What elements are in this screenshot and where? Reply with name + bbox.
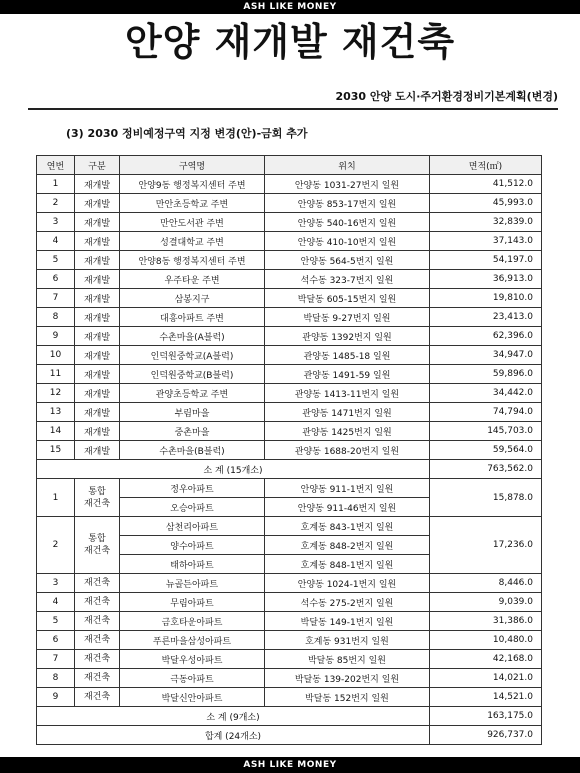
cell-type: 통합 재건축 xyxy=(75,479,120,517)
cell-location: 박달동 152번지 일원 xyxy=(265,688,430,707)
cell-location: 석수동 275-2번지 일원 xyxy=(265,593,430,612)
cell-location: 석수동 323-7번지 일원 xyxy=(265,270,430,289)
cell-area: 17,236.0 xyxy=(430,517,542,574)
cell-area: 34,442.0 xyxy=(430,384,542,403)
cell-area: 23,413.0 xyxy=(430,308,542,327)
total-label: 합계 (24개소) xyxy=(37,726,430,745)
cell-name: 금호타운아파트 xyxy=(120,612,265,631)
cell-type: 재개발 xyxy=(75,270,120,289)
cell-area: 8,446.0 xyxy=(430,574,542,593)
cell-name: 성결대학교 주변 xyxy=(120,232,265,251)
cell-area: 32,839.0 xyxy=(430,213,542,232)
cell-area: 74,794.0 xyxy=(430,403,542,422)
header-area: 면적(㎡) xyxy=(430,156,542,175)
cell-no: 15 xyxy=(37,441,75,460)
cell-location: 안양동 540-16번지 일원 xyxy=(265,213,430,232)
table-row xyxy=(37,346,542,365)
cell-type: 재건축 xyxy=(75,631,120,650)
cell-no: 9 xyxy=(37,327,75,346)
cell-name: 삼봉지구 xyxy=(120,289,265,308)
table-row xyxy=(37,688,542,707)
cell-name: 인덕원중학교(A블럭) xyxy=(120,346,265,365)
table-row xyxy=(37,612,542,631)
cell-type: 재개발 xyxy=(75,289,120,308)
section-title: (3) 2030 정비예정구역 지정 변경(안)-금회 추가 xyxy=(66,127,308,140)
cell-location: 안양동 1031-27번지 일원 xyxy=(265,175,430,194)
cell-location: 관양동 1425번지 일원 xyxy=(265,422,430,441)
cell-location: 관양동 1392번지 일원 xyxy=(265,327,430,346)
cell-no: 2 xyxy=(37,194,75,213)
cell-type: 재개발 xyxy=(75,441,120,460)
cell-type: 재개발 xyxy=(75,308,120,327)
cell-name: 만안초등학교 주변 xyxy=(120,194,265,213)
total-area: 926,737.0 xyxy=(430,726,542,745)
cell-type: 재건축 xyxy=(75,669,120,688)
cell-type: 재개발 xyxy=(75,384,120,403)
cell-name: 극동아파트 xyxy=(120,669,265,688)
cell-area: 10,480.0 xyxy=(430,631,542,650)
cell-location: 호계동 931번지 일원 xyxy=(265,631,430,650)
table-row xyxy=(37,422,542,441)
cell-area: 15,878.0 xyxy=(430,479,542,517)
cell-area: 14,021.0 xyxy=(430,669,542,688)
district-table xyxy=(36,155,542,745)
cell-no: 8 xyxy=(37,308,75,327)
subtotal-row xyxy=(37,707,542,726)
cell-no: 14 xyxy=(37,422,75,441)
header-location: 위치 xyxy=(265,156,430,175)
cell-location: 박달동 139-202번지 일원 xyxy=(265,669,430,688)
cell-location: 안양동 410-10번지 일원 xyxy=(265,232,430,251)
cell-location: 관양동 1413-11번지 일원 xyxy=(265,384,430,403)
cell-no: 9 xyxy=(37,688,75,707)
cell-name: 안양8동 행정복지센터 주변 xyxy=(120,251,265,270)
cell-type: 재개발 xyxy=(75,422,120,441)
cell-location: 안양동 564-5번지 일원 xyxy=(265,251,430,270)
cell-name: 뉴골든아파트 xyxy=(120,574,265,593)
subtotal-row xyxy=(37,460,542,479)
cell-no: 10 xyxy=(37,346,75,365)
cell-type: 재개발 xyxy=(75,232,120,251)
cell-name: 삼천리아파트 xyxy=(120,517,265,536)
subtotal-label: 소 계 (15개소) xyxy=(37,460,430,479)
cell-location: 관양동 1491-59 일원 xyxy=(265,365,430,384)
table-row xyxy=(37,270,542,289)
cell-name: 대흥아파트 주변 xyxy=(120,308,265,327)
cell-type: 재개발 xyxy=(75,403,120,422)
cell-type: 재개발 xyxy=(75,365,120,384)
cell-name: 인덕원중학교(B블럭) xyxy=(120,365,265,384)
table-row xyxy=(37,403,542,422)
cell-name: 중촌마을 xyxy=(120,422,265,441)
main-title: 안양 재개발 재건축 xyxy=(124,20,456,64)
cell-type: 재건축 xyxy=(75,612,120,631)
cell-name: 양수아파트 xyxy=(120,536,265,555)
cell-name: 만안도서관 주변 xyxy=(120,213,265,232)
cell-area: 9,039.0 xyxy=(430,593,542,612)
cell-no: 11 xyxy=(37,365,75,384)
table-header-row xyxy=(37,156,542,175)
cell-area: 145,703.0 xyxy=(430,422,542,441)
cell-location: 관양동 1471번지 일원 xyxy=(265,403,430,422)
cell-name: 푸른마을삼성아파트 xyxy=(120,631,265,650)
cell-name: 박달우성아파트 xyxy=(120,650,265,669)
top-banner: ASH LIKE MONEY xyxy=(0,0,580,14)
cell-name: 정우아파트 xyxy=(120,479,265,498)
cell-type: 재개발 xyxy=(75,213,120,232)
cell-location: 호계동 848-1번지 일원 xyxy=(265,555,430,574)
cell-type: 재건축 xyxy=(75,574,120,593)
cell-location: 호계동 843-1번지 일원 xyxy=(265,517,430,536)
cell-area: 14,521.0 xyxy=(430,688,542,707)
cell-no: 6 xyxy=(37,631,75,650)
cell-name: 박달신안아파트 xyxy=(120,688,265,707)
cell-area: 54,197.0 xyxy=(430,251,542,270)
cell-no: 13 xyxy=(37,403,75,422)
cell-area: 42,168.0 xyxy=(430,650,542,669)
cell-no: 5 xyxy=(37,612,75,631)
cell-area: 36,913.0 xyxy=(430,270,542,289)
table-row xyxy=(37,327,542,346)
table-row xyxy=(37,479,542,498)
total-row xyxy=(37,726,542,745)
table-row xyxy=(37,574,542,593)
cell-location: 안양동 1024-1번지 일원 xyxy=(265,574,430,593)
table-row xyxy=(37,308,542,327)
cell-location: 관양동 1688-20번지 일원 xyxy=(265,441,430,460)
table-row xyxy=(37,650,542,669)
cell-area: 45,993.0 xyxy=(430,194,542,213)
cell-area: 62,396.0 xyxy=(430,327,542,346)
cell-type: 재건축 xyxy=(75,688,120,707)
cell-no: 4 xyxy=(37,593,75,612)
cell-name: 오승아파트 xyxy=(120,498,265,517)
cell-type: 통합 재건축 xyxy=(75,517,120,574)
cell-location: 박달동 9-27번지 일원 xyxy=(265,308,430,327)
cell-name: 수촌마을(B블럭) xyxy=(120,441,265,460)
subtotal-label: 소 계 (9개소) xyxy=(37,707,430,726)
cell-area: 59,896.0 xyxy=(430,365,542,384)
cell-location: 박달동 605-15번지 일원 xyxy=(265,289,430,308)
cell-type: 재개발 xyxy=(75,327,120,346)
table-row xyxy=(37,669,542,688)
table-row xyxy=(37,232,542,251)
cell-location: 안양동 911-1번지 일원 xyxy=(265,479,430,498)
cell-no: 3 xyxy=(37,213,75,232)
cell-area: 59,564.0 xyxy=(430,441,542,460)
table-row xyxy=(37,517,542,536)
table-row xyxy=(37,289,542,308)
table-row xyxy=(37,631,542,650)
table-row xyxy=(37,175,542,194)
cell-area: 41,512.0 xyxy=(430,175,542,194)
header-type: 구분 xyxy=(75,156,120,175)
cell-name: 무림아파트 xyxy=(120,593,265,612)
cell-no: 1 xyxy=(37,479,75,517)
cell-area: 37,143.0 xyxy=(430,232,542,251)
table-row xyxy=(37,441,542,460)
cell-no: 3 xyxy=(37,574,75,593)
header-no: 연번 xyxy=(37,156,75,175)
cell-no: 1 xyxy=(37,175,75,194)
document-header: 2030 안양 도시·주거환경정비기본계획(변경) xyxy=(28,86,558,110)
table-row xyxy=(37,593,542,612)
cell-location: 박달동 149-1번지 일원 xyxy=(265,612,430,631)
table-row xyxy=(37,194,542,213)
cell-no: 5 xyxy=(37,251,75,270)
cell-type: 재개발 xyxy=(75,251,120,270)
cell-name: 우주타운 주변 xyxy=(120,270,265,289)
cell-name: 안양9동 행정복지센터 주변 xyxy=(120,175,265,194)
cell-location: 관양동 1485-18 일원 xyxy=(265,346,430,365)
bottom-banner: ASH LIKE MONEY xyxy=(0,757,580,773)
header-name: 구역명 xyxy=(120,156,265,175)
cell-name: 태하아파트 xyxy=(120,555,265,574)
cell-name: 부림마을 xyxy=(120,403,265,422)
cell-name: 관양초등학교 주변 xyxy=(120,384,265,403)
subtotal-area: 163,175.0 xyxy=(430,707,542,726)
cell-no: 4 xyxy=(37,232,75,251)
cell-type: 재개발 xyxy=(75,175,120,194)
table-row xyxy=(37,213,542,232)
cell-no: 2 xyxy=(37,517,75,574)
cell-no: 12 xyxy=(37,384,75,403)
cell-no: 6 xyxy=(37,270,75,289)
cell-location: 호계동 848-2번지 일원 xyxy=(265,536,430,555)
subtotal-area: 763,562.0 xyxy=(430,460,542,479)
cell-type: 재건축 xyxy=(75,593,120,612)
cell-area: 19,810.0 xyxy=(430,289,542,308)
cell-area: 31,386.0 xyxy=(430,612,542,631)
cell-location: 안양동 911-46번지 일원 xyxy=(265,498,430,517)
cell-area: 34,947.0 xyxy=(430,346,542,365)
cell-location: 박달동 85번지 일원 xyxy=(265,650,430,669)
cell-no: 7 xyxy=(37,289,75,308)
cell-name: 수촌마을(A블럭) xyxy=(120,327,265,346)
table-row xyxy=(37,384,542,403)
table-row xyxy=(37,251,542,270)
cell-type: 재건축 xyxy=(75,650,120,669)
cell-type: 재개발 xyxy=(75,346,120,365)
cell-no: 8 xyxy=(37,669,75,688)
table-row xyxy=(37,365,542,384)
cell-no: 7 xyxy=(37,650,75,669)
cell-location: 안양동 853-17번지 일원 xyxy=(265,194,430,213)
cell-type: 재개발 xyxy=(75,194,120,213)
